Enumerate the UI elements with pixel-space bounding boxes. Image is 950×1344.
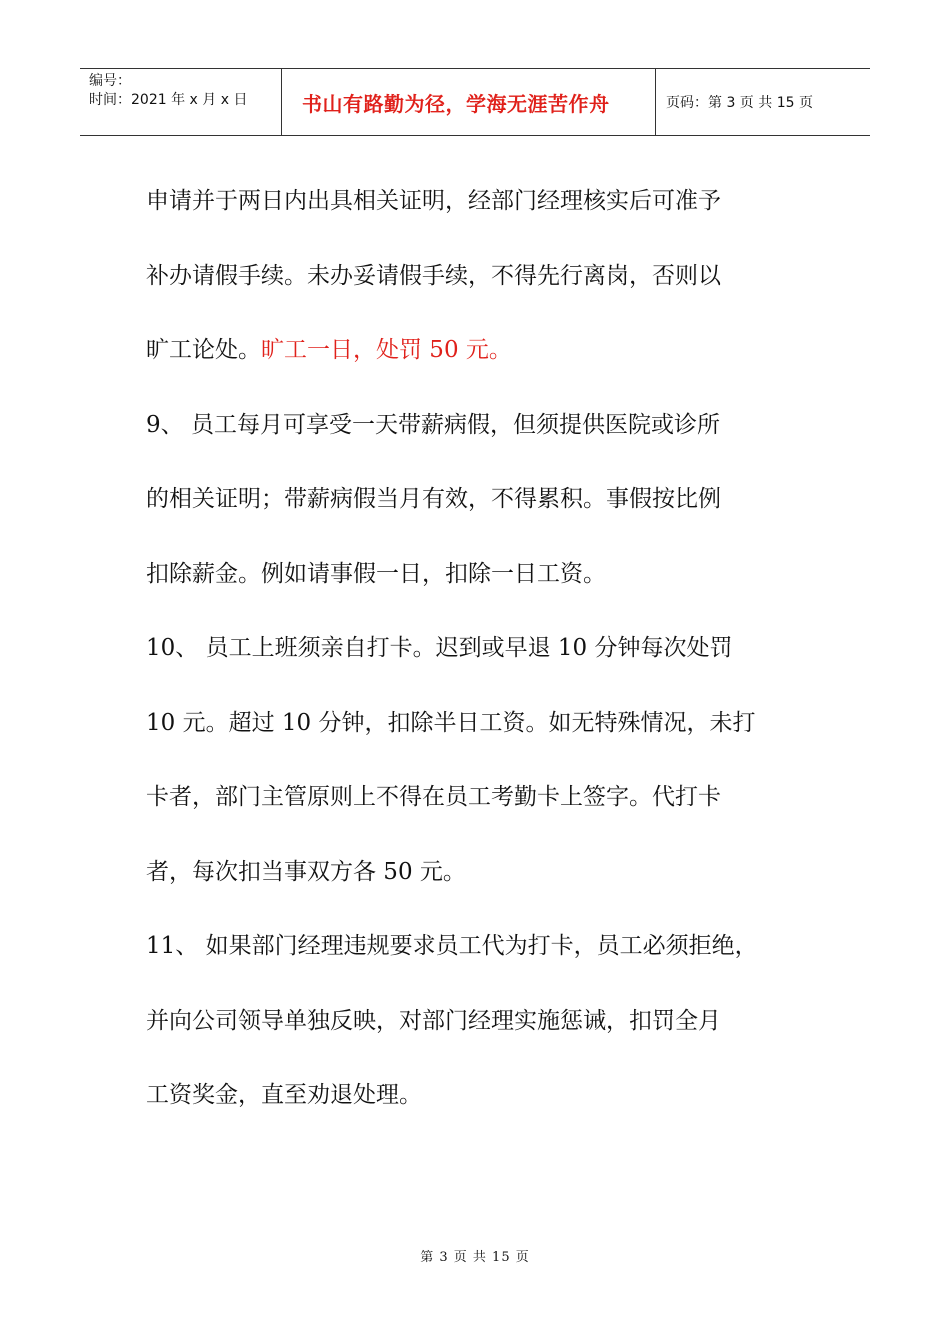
body-line-1: 申请并于两日内出具相关证明，经部门经理核实后可准予 — [146, 188, 721, 214]
header-page-cell — [656, 69, 870, 135]
body-line-6: 扣除薪金。例如请事假一日，扣除一日工资。 — [146, 560, 606, 587]
page-header — [80, 68, 870, 136]
body-line-5: 的相关证明；带薪病假当月有效，不得累积。事假按比例 — [146, 486, 721, 512]
page-info: 页码：第 3 页 共 15 页 — [666, 95, 813, 111]
number-label: 编号： — [89, 73, 131, 89]
body-line-11: 11、 如果部门经理违规要求员工代为打卡，员工必须拒绝， — [146, 933, 758, 959]
body-line-8: 10 元。超过 10 分钟，扣除半日工资。如无特殊情况，未打 — [146, 709, 756, 736]
body-line-10: 者，每次扣当事双方各 50 元。 — [146, 858, 466, 885]
body-line-9: 卡者，部门主管原则上不得在员工考勤卡上签字。代打卡 — [146, 784, 721, 810]
body-line-4: 9、 员工每月可享受一天带薪病假，但须提供医院或诊所 — [146, 411, 720, 438]
penalty-highlight: 旷工一日，处罚 50 元。 — [261, 337, 512, 363]
document-body — [146, 164, 826, 1133]
body-line-13: 工资奖金，直至劝退处理。 — [146, 1082, 422, 1108]
body-line-2: 补办请假手续。未办妥请假手续，不得先行离岗，否则以 — [146, 262, 721, 289]
body-line-3-text: 旷工论处。 — [146, 337, 261, 363]
body-line-3 — [146, 313, 826, 388]
time-label: 时间：2021 年 x 月 x 日 — [89, 92, 248, 108]
header-meta-cell — [80, 69, 282, 135]
footer-page-number: 第 3 页 共 15 页 — [420, 1250, 530, 1265]
body-line-12: 并向公司领导单独反映，对部门经理实施惩诫，扣罚全月 — [146, 1007, 721, 1034]
header-motto-cell — [282, 69, 656, 135]
motto-text: 书山有路勤为径，学海无涯苦作舟 — [302, 91, 610, 116]
page-footer — [0, 1246, 950, 1265]
body-line-7: 10、 员工上班须亲自打卡。迟到或早退 10 分钟每次处罚 — [146, 635, 733, 661]
